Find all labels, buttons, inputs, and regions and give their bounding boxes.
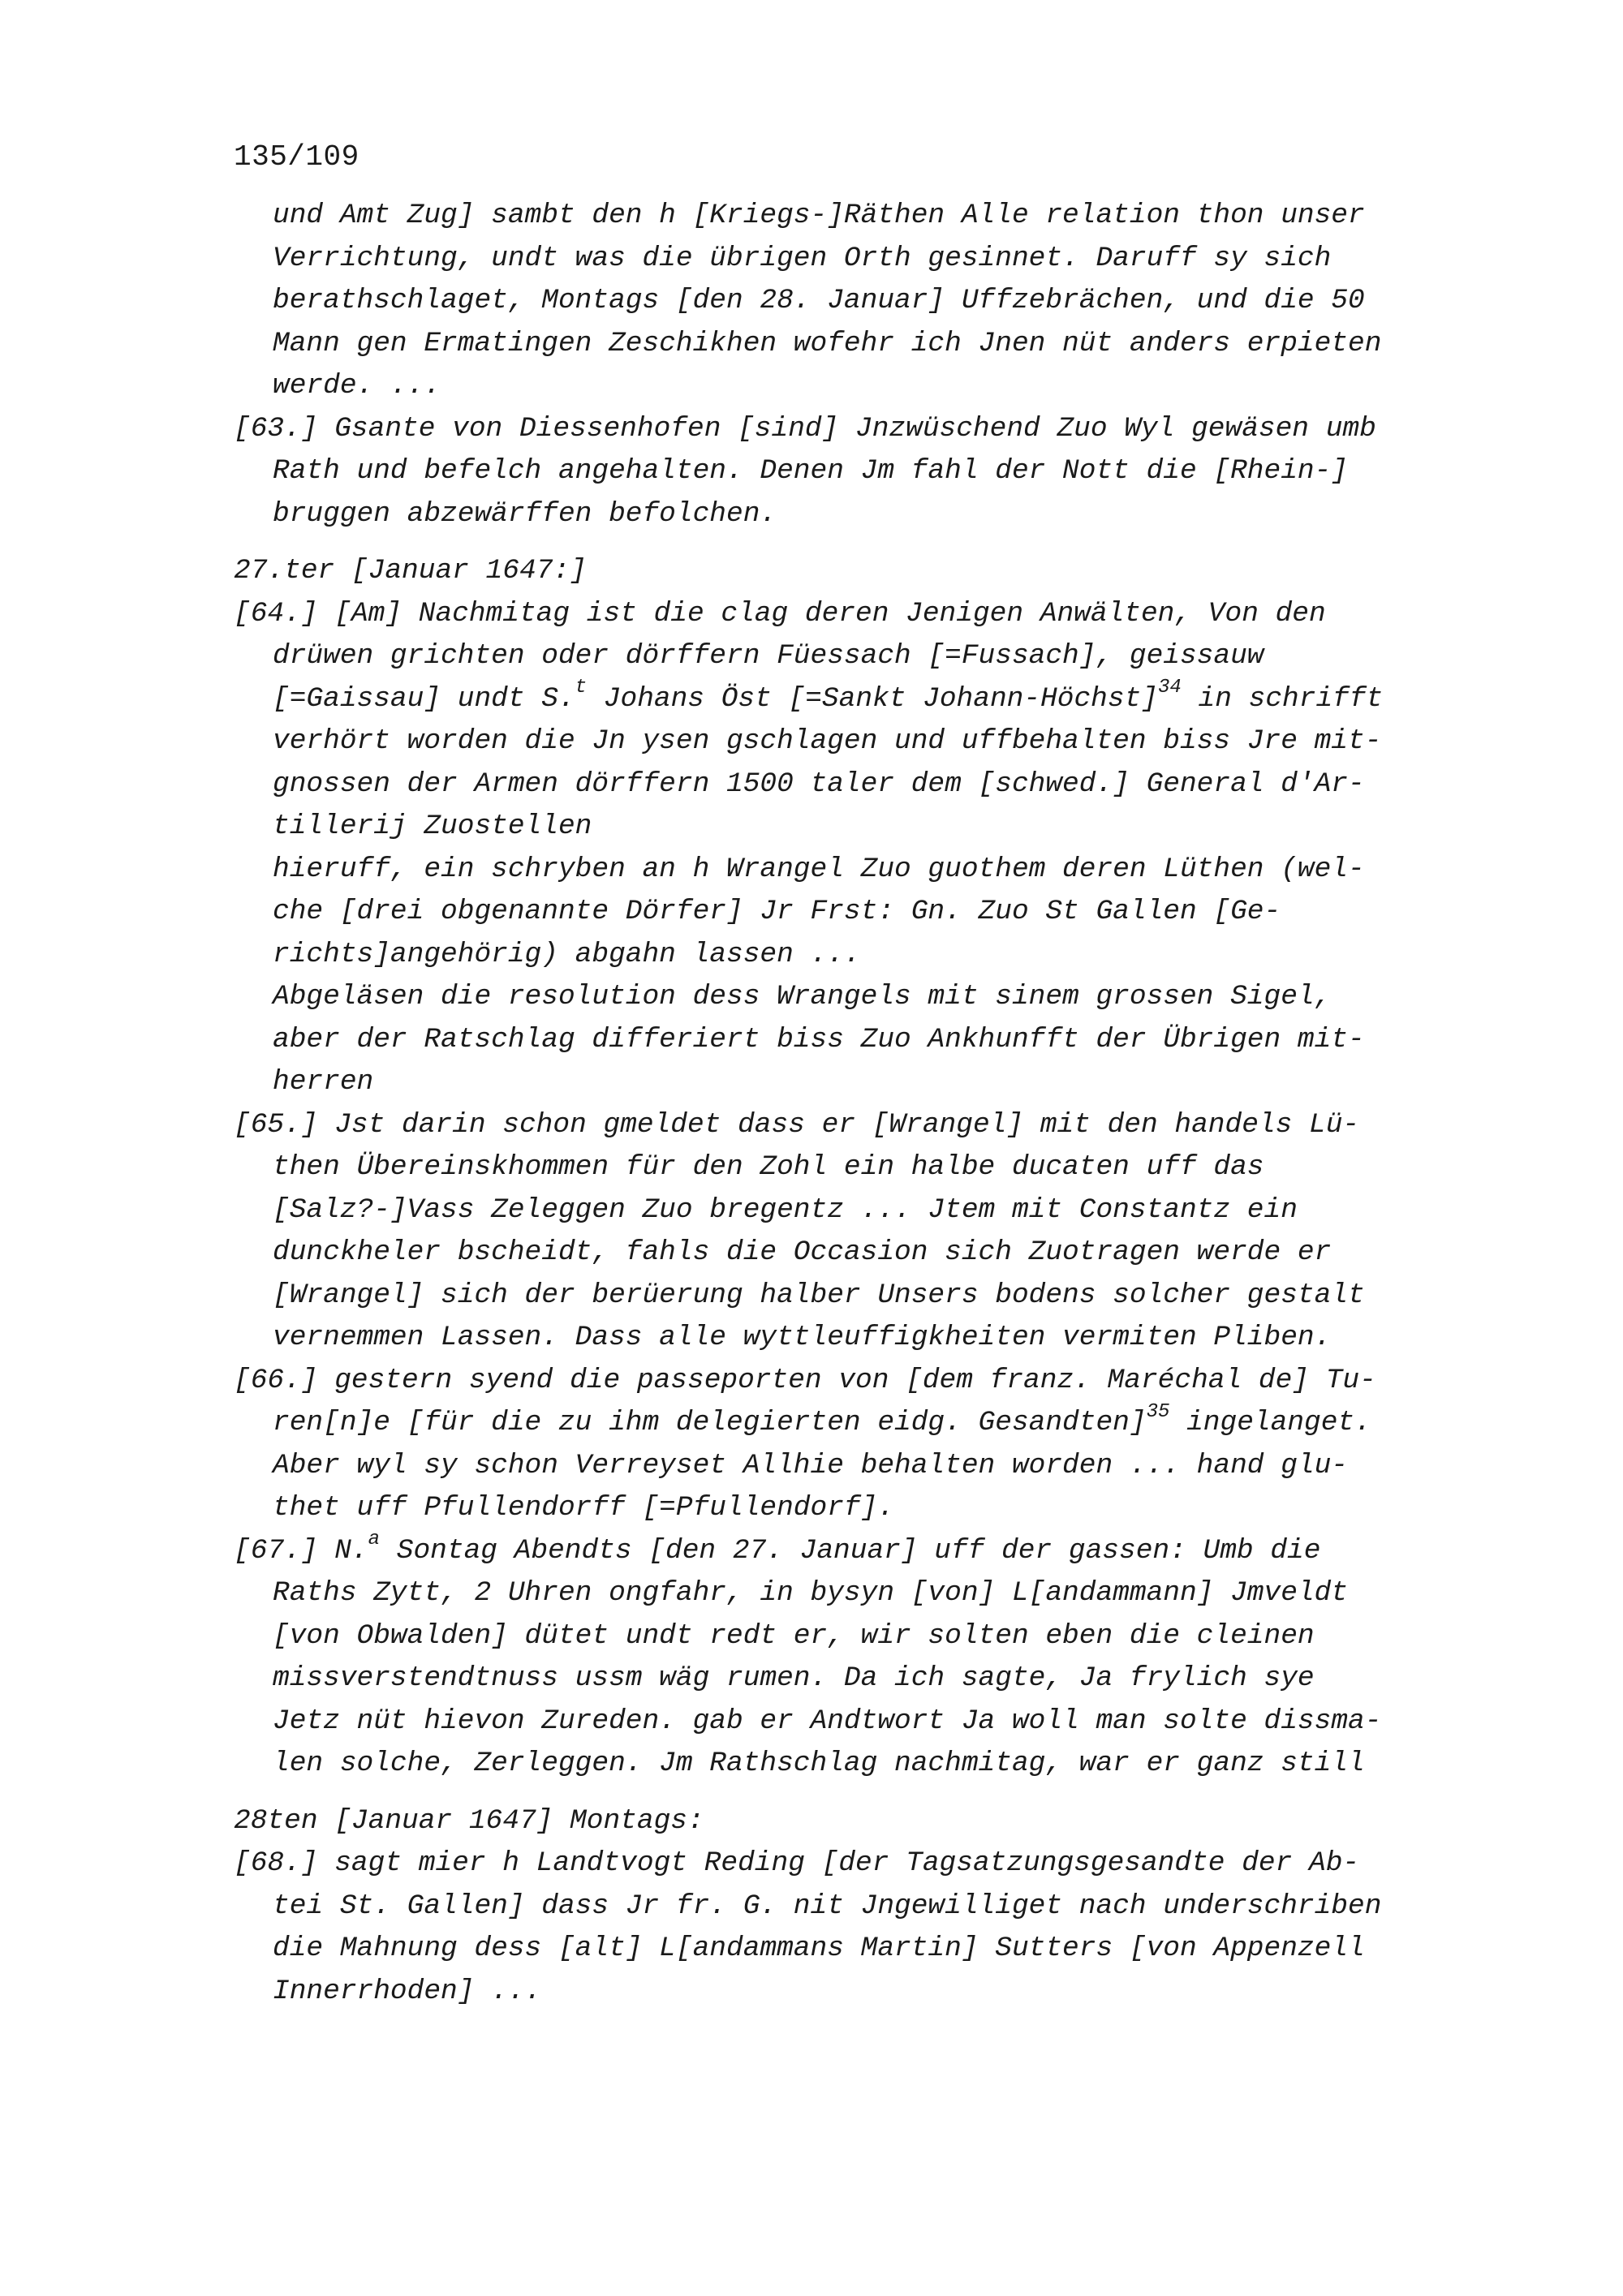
line-fragment: aber der Ratschlag differiert biss Zuo Ankhunfft der Übrigen mit- [273,1023,1365,1056]
line-fragment: Sontag Abendts [den 27. Januar] uff der gassen: Umb die [380,1534,1321,1567]
text-line [234,280,1500,323]
line-fragment: die Mahnung dess [alt] L[andammans Martin] Sutters [von Appenzell [273,1933,1365,1964]
line-fragment: ingelanget. [1169,1407,1371,1438]
line-fragment: Aber wyl sy schon Verreyset Allhie behalten worden ... hand glu- [273,1449,1349,1481]
line-fragment: [64.] [Am] Nachmitag ist die clag deren Jenigen Anwälten, Von den [234,597,1326,630]
text-line [234,1232,1500,1275]
text-line [234,1658,1500,1701]
text-line [234,1743,1500,1786]
line-fragment: richts]angehörig) abgahn lassen ... [273,938,861,970]
text-line [234,493,1500,536]
section-gap [234,535,1500,550]
text-line [234,1842,1500,1885]
text-line [234,1572,1500,1615]
line-fragment: dunckheler bscheidt, fahls die Occasion sich Zuotragen werde er [273,1236,1332,1268]
text-line [234,1275,1500,1318]
line-fragment: then Übereinskhommen für den Zohl ein halbe ducaten uff das [273,1151,1264,1183]
text-line [234,1317,1500,1360]
line-fragment: [Salz?-]Vass Zeleggen Zuo bregentz ... Jtem mit Constantz ein [273,1193,1298,1226]
line-fragment: [66.] gestern syend die passeporten von [dem franz. Maréchal de] Tu- [234,1364,1376,1396]
superscript: t [575,677,588,699]
line-fragment: drüwen grichten oder dörffern Füessach [=Fussach], geissauw [273,640,1264,672]
line-fragment: Mann gen Ermatingen Zeschikhen wofehr ich Jnen nüt anders erpieten [273,327,1382,359]
text-line [234,720,1500,763]
line-fragment: 27.ter [Januar 1647:] [234,555,587,587]
text-line [234,678,1500,721]
text-line [234,1928,1500,1971]
text-line [234,238,1500,281]
text-line [234,891,1500,934]
line-fragment: berathschlaget, Montags [den 28. Januar] Uffzebrächen, und die 50 [273,285,1365,316]
line-fragment: bruggen abzewärffen befolchen. [273,497,777,530]
text-line [234,806,1500,849]
line-fragment: Jetz nüt hievon Zureden. gab er Andtwort Ja woll man solte dissma- [273,1705,1382,1737]
text-line [234,849,1500,892]
line-fragment: [63.] Gsante von Diessenhofen [sind] Jnzwüschend Zuo Wyl gewäsen umb [234,412,1376,445]
line-fragment: [68.] sagt mier h Landtvogt Reding [der Tagsatzungsgesandte der Ab- [234,1847,1360,1879]
line-fragment: und Amt Zug] sambt den h [Kriegs-]Räthen Alle relation thon unser [273,200,1365,231]
line-fragment: Rath und befelch angehalten. Denen Jm fahl der Nott die [Rhein-] [273,455,1349,487]
line-fragment: che [drei obgenannte Dörfer] Jr Frst: Gn. Zuo St Gallen [Ge- [273,896,1281,927]
text-line [234,450,1500,493]
document-body [234,195,1500,2013]
text-line [234,976,1500,1019]
text-line [234,1061,1500,1104]
section-gap [234,1786,1500,1800]
line-fragment: [67.] N. [234,1534,368,1567]
text-line [234,1146,1500,1189]
line-fragment: Abgeläsen die resolution dess Wrangels mit sinem grossen Sigel, [273,981,1332,1013]
line-fragment: Johans Öst [=Sankt Johann-Höchst] [587,682,1158,715]
line-fragment: len solche, Zerleggen. Jm Rathschlag nachmitag, war er ganz still [273,1748,1365,1779]
text-line [234,408,1500,451]
text-line [234,1487,1500,1530]
line-fragment: werde. ... [273,370,441,402]
text-line [234,1360,1500,1403]
text-line [234,1800,1500,1843]
text-line [234,1189,1500,1232]
line-fragment: Innerrhoden] ... [273,1975,542,2007]
line-fragment: herren [273,1066,374,1098]
text-line [234,934,1500,977]
line-fragment: tillerij Zuostellen [273,810,592,842]
line-fragment: missverstendtnuss ussm wäg rumen. Da ich sagte, Ja frylich sye [273,1662,1315,1694]
text-line [234,1019,1500,1062]
superscript: a [368,1529,381,1550]
text-line [234,1615,1500,1658]
page-number: 135/109 [234,140,359,174]
line-fragment: hieruff, ein schryben an h Wrangel Zuo guothem deren Lüthen (wel- [273,853,1365,885]
text-line [234,365,1500,408]
text-line [234,1104,1500,1147]
line-fragment: thet uff Pfullendorff [=Pfullendorf]. [273,1492,895,1524]
line-fragment: verhört worden die Jn ysen gschlagen und uffbehalten biss Jre mit- [273,725,1382,757]
line-fragment: tei St. Gallen] dass Jr fr. G. nit Jngewilliget nach underschriben [273,1890,1382,1922]
line-fragment: [=Gaissau] undt S. [273,682,575,715]
line-fragment: 28ten [Januar 1647] Montags: [234,1804,704,1837]
text-line [234,550,1500,593]
superscript: 35 [1146,1400,1170,1423]
line-fragment: Raths Zytt, 2 Uhren ongfahr, in bysyn [von] L[andammann] Jmveldt [273,1577,1349,1609]
text-line [234,593,1500,636]
line-fragment: in schrifft [1181,682,1384,715]
text-line [234,1445,1500,1488]
line-fragment: [65.] Jst darin schon gmeldet dass er [Wrangel] mit den handels Lü- [234,1108,1360,1141]
text-line [234,635,1500,678]
superscript: 34 [1158,677,1182,699]
text-line [234,1971,1500,2014]
text-line [234,1701,1500,1743]
text-line [234,1885,1500,1928]
line-fragment: [von Obwalden] dütet undt redt er, wir solten eben die cleinen [273,1619,1315,1652]
line-fragment: vernemmen Lassen. Dass alle wyttleuffigkheiten vermiten Pliben. [273,1322,1332,1353]
line-fragment: gnossen der Armen dörffern 1500 taler dem [schwed.] General d'Ar- [273,767,1365,800]
line-fragment: Verrichtung, undt was die übrigen Orth gesinnet. Daruff sy sich [273,242,1332,274]
line-fragment: ren[n]e [für die zu ihm delegierten eidg. Gesandten] [273,1407,1147,1438]
text-line [234,323,1500,366]
text-line [234,1402,1500,1445]
text-line [234,195,1500,238]
line-fragment: [Wrangel] sich der berüerung halber Unsers bodens solcher gestalt [273,1279,1365,1311]
text-line [234,763,1500,806]
text-line [234,1530,1500,1573]
